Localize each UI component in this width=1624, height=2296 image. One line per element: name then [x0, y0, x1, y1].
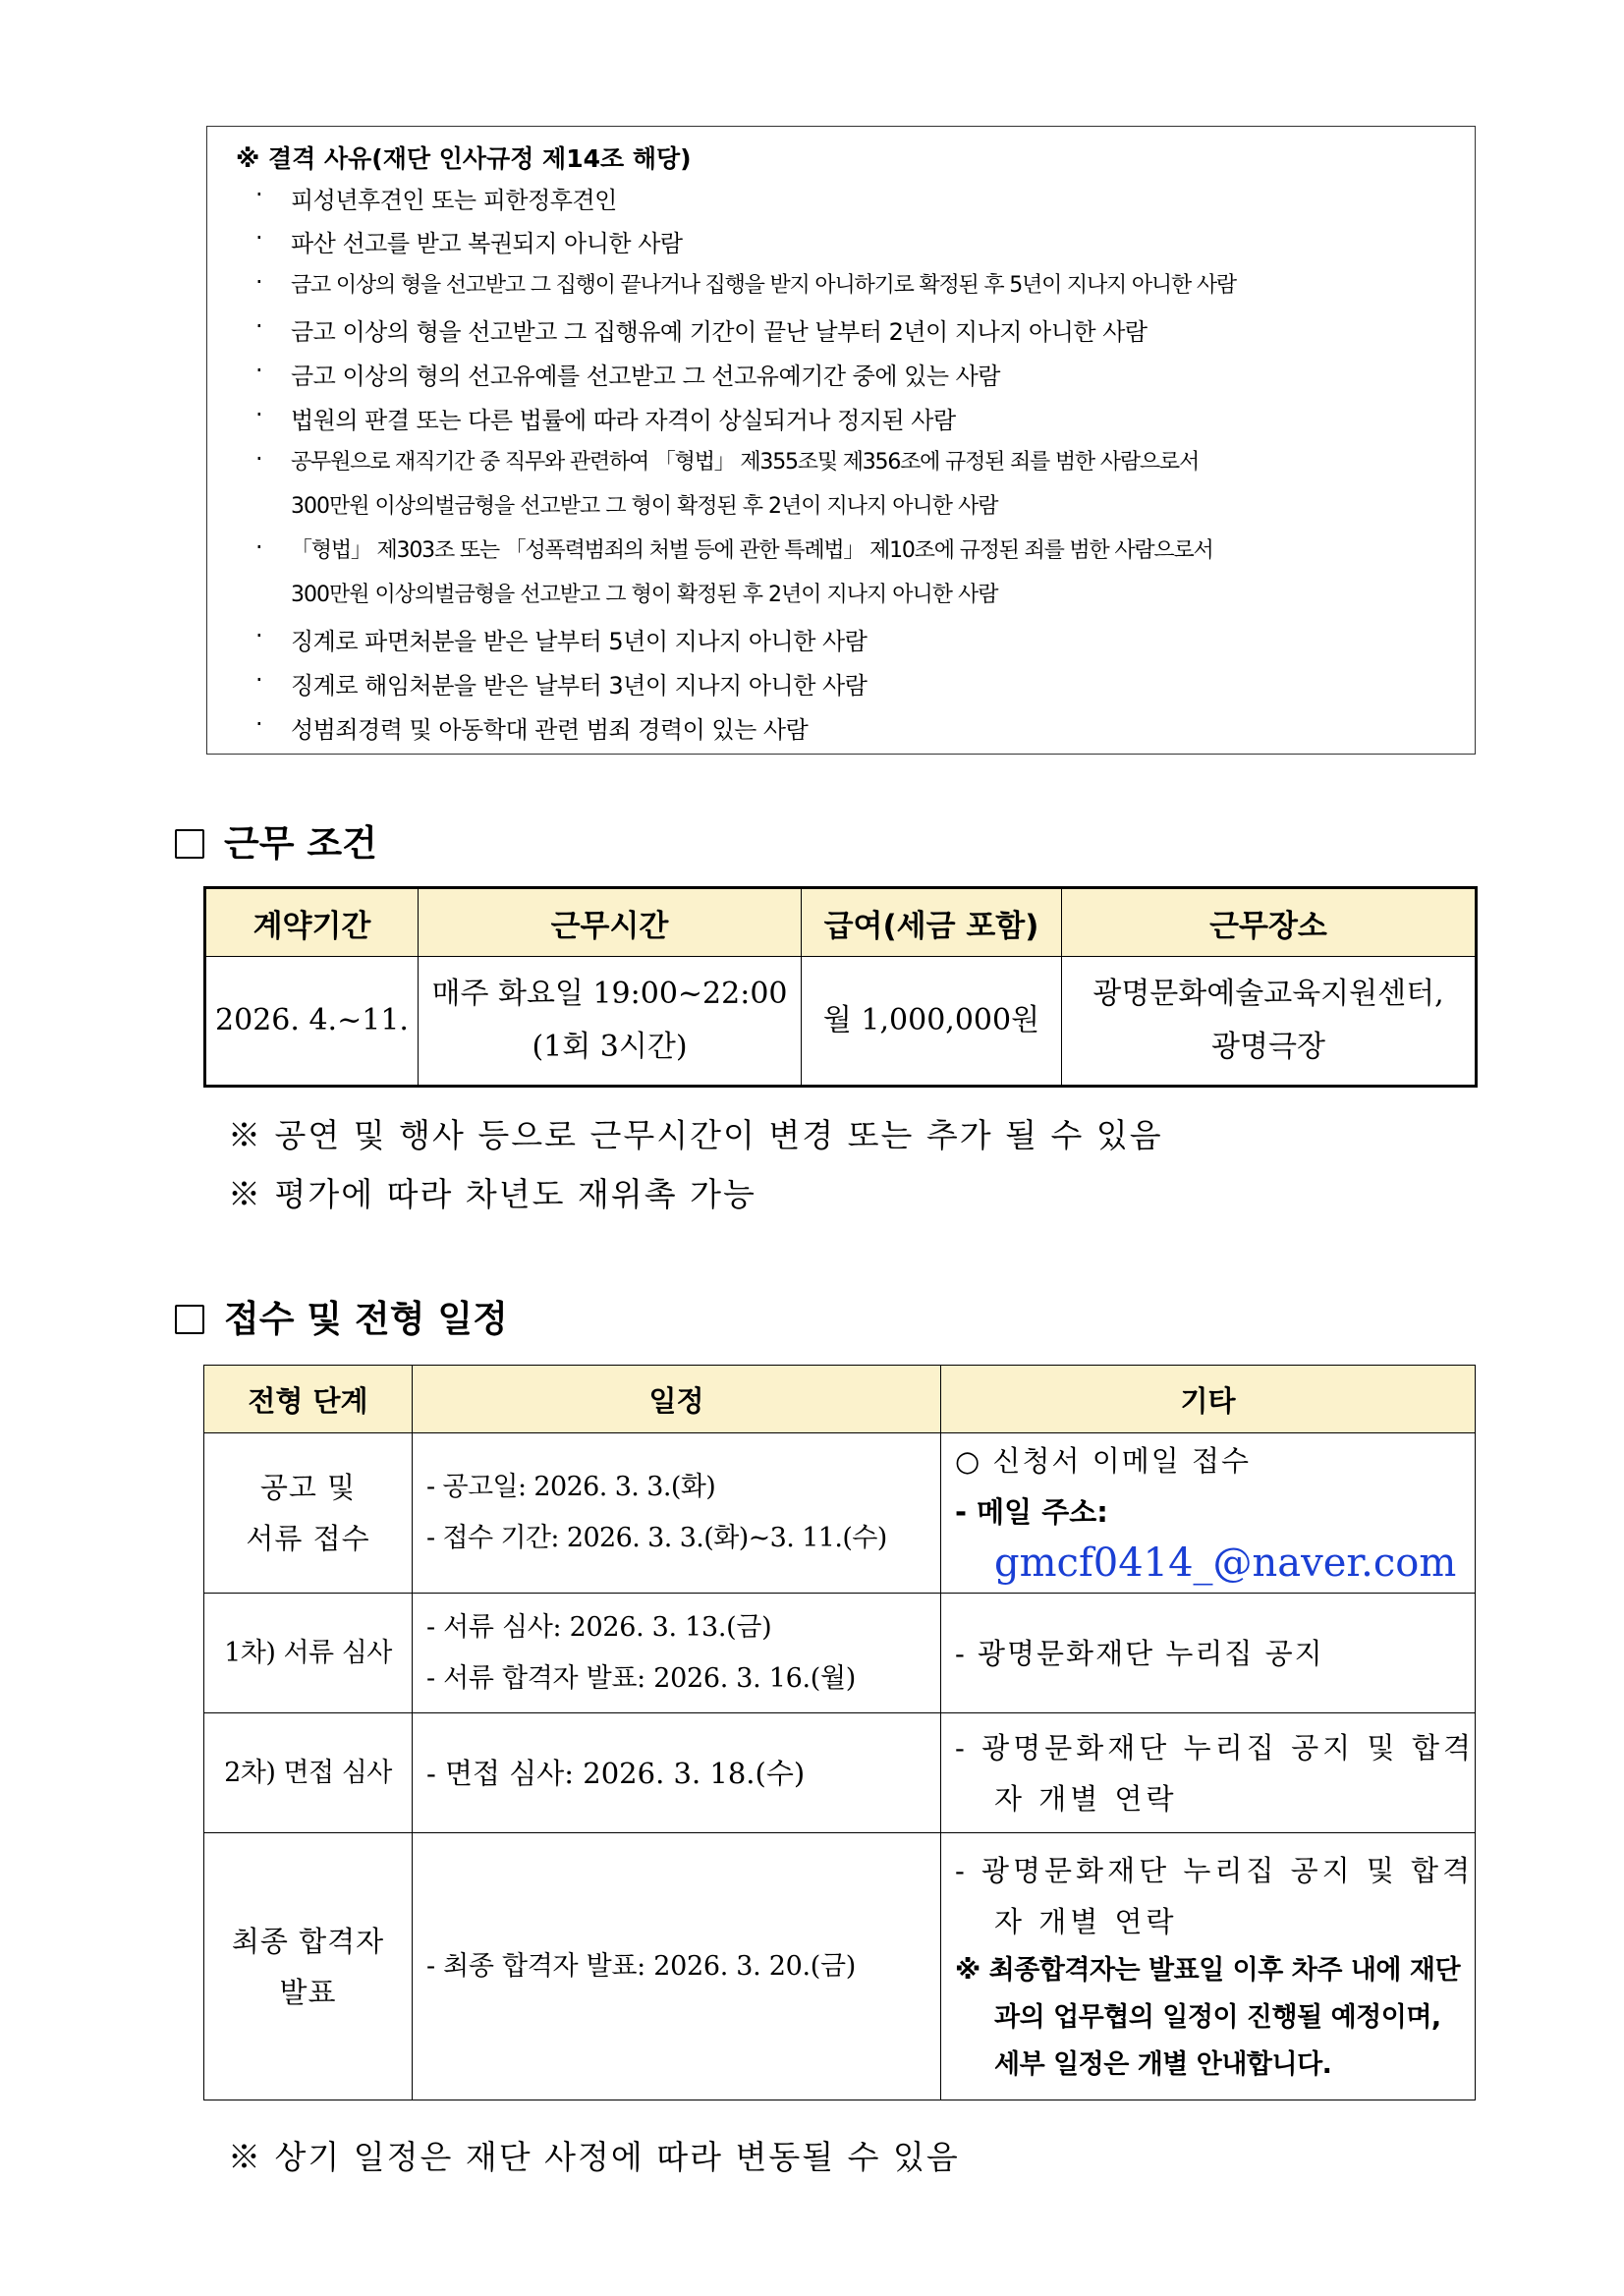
checkbox-icon: [175, 829, 204, 859]
header-stage: 전형 단계: [204, 1366, 413, 1433]
header-date: 일정: [413, 1366, 941, 1433]
cell-place: 광명문화예술교육지원센터, 광명극장: [1062, 957, 1477, 1087]
cell-etc: - 광명문화재단 누리집 공지 및 합격자 개별 연락: [941, 1713, 1476, 1833]
disqualification-box: [206, 126, 1476, 755]
cell-date: - 공고일: 2026. 3. 3.(화) - 접수 기간: 2026. 3. 3.(화)~3. 11.(수): [413, 1433, 941, 1594]
cell-etc: - 광명문화재단 누리집 공지 및 합격자 개별 연락 ※ 최종합격자는 발표일 이후 차주 내에 재단과의 업무협의 일정이 진행될 예정이며, 세부 일정은 개별 안내합니다.: [941, 1833, 1476, 2100]
header-place: 근무장소: [1062, 888, 1477, 957]
header-etc: 기타: [941, 1366, 1476, 1433]
header-hours: 근무시간: [419, 888, 802, 957]
cell-stage: 최종 합격자 발표: [204, 1833, 413, 2100]
cell-hours: 매주 화요일 19:00~22:00 (1회 3시간): [419, 957, 802, 1087]
cell-stage: 2차) 면접 심사: [204, 1713, 413, 1833]
header-pay: 급여(세금 포함): [802, 888, 1062, 957]
cell-date: - 최종 합격자 발표: 2026. 3. 20.(금): [413, 1833, 941, 2100]
work-conditions-heading: 근무 조건: [175, 813, 377, 867]
cell-etc: ○ 신청서 이메일 접수 - 메일 주소: gmcf0414_@naver.com: [941, 1433, 1476, 1594]
cell-stage: 공고 및 서류 접수: [204, 1433, 413, 1594]
work-note: ※ 공연 및 행사 등으로 근무시간이 변경 또는 추가 될 수 있음: [228, 1116, 1163, 1154]
table-row: [204, 1833, 1476, 2100]
cell-pay: 월 1,000,000원: [802, 957, 1062, 1087]
table-row: [204, 1433, 1476, 1594]
schedule-note: ※ 상기 일정은 재단 사정에 따라 변동될 수 있음: [228, 2138, 960, 2176]
table-row: [204, 1594, 1476, 1713]
schedule-heading: 접수 및 전형 일정: [175, 1289, 508, 1342]
cell-etc: - 광명문화재단 누리집 공지: [941, 1594, 1476, 1713]
table-header-row: [205, 888, 1477, 957]
cell-date: - 면접 심사: 2026. 3. 18.(수): [413, 1713, 941, 1833]
email-link[interactable]: gmcf0414_@naver.com: [994, 1540, 1457, 1586]
work-conditions-table: [203, 886, 1478, 1088]
cell-stage: 1차) 서류 심사: [204, 1594, 413, 1713]
table-row: [204, 1713, 1476, 1833]
cell-period: 2026. 4.~11.: [205, 957, 419, 1087]
header-period: 계약기간: [205, 888, 419, 957]
schedule-table: [203, 1365, 1476, 2100]
table-header-row: [204, 1366, 1476, 1433]
checkbox-icon: [175, 1305, 204, 1334]
table-row: [205, 957, 1477, 1087]
final-note: ※ 최종합격자는 발표일 이후 차주 내에 재단과의 업무협의 일정이 진행될 예정이며, 세부 일정은 개별 안내합니다.: [955, 1954, 1461, 2080]
work-note: ※ 평가에 따라 차년도 재위촉 가능: [228, 1175, 756, 1213]
cell-date: - 서류 심사: 2026. 3. 13.(금) - 서류 합격자 발표: 2026. 3. 16.(월): [413, 1594, 941, 1713]
disqualification-title: ※ 결격 사유(재단 인사규정 제14조 해당): [236, 144, 692, 173]
